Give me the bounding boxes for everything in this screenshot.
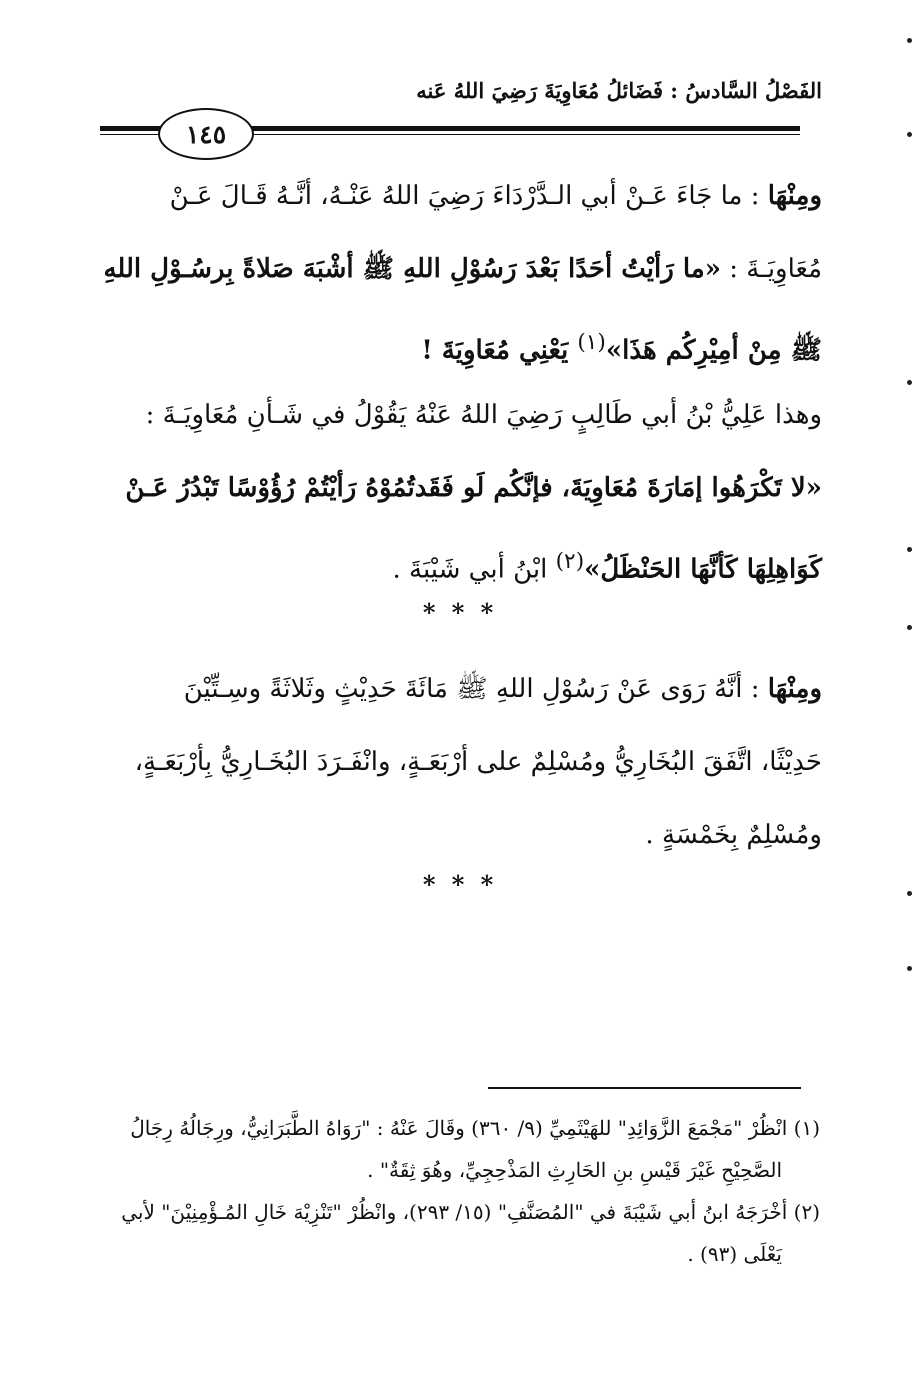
chapter-header: الفَصْلُ السَّادسُ : فَضَائلُ مُعَاوِيَةَ رَضِيَ اللهُ عَنه bbox=[416, 78, 822, 103]
footnote-line: (٢) أخْرَجَهُ ابنُ أبي شَيْبَةَ في "المُصَنَّفِ" (١٥/ ٢٩٣)، وانْظُرْ "تَنْزِيْهَ خَالِ المُـؤْمِنِيْنَ" لأبي bbox=[121, 1200, 820, 1224]
paragraph-ali-quote bbox=[102, 379, 822, 607]
footnote-rule bbox=[488, 1087, 801, 1089]
footnote-2 bbox=[100, 1191, 820, 1275]
paragraph-line: حَدِيْثًا، اتَّفَقَ البُخَارِيُّ ومُسْلِمٌ على أرْبَعَـةٍ، وانْفَـرَدَ البُخَـارِيُّ بِأرْبَعَـةٍ، bbox=[134, 747, 822, 777]
hadith-quote: «لا تَكْرَهُوا إمَارَةَ مُعَاوِيَةَ، فإنَّكُم لَو فَقَدتُمُوْهُ رَأيْتُمْ رُؤُوْسًا تَبْدُرُ عَـنْ bbox=[125, 473, 822, 503]
text-span: ابْنُ أبي شَيْبَةَ . bbox=[392, 554, 556, 585]
margin-mark bbox=[907, 966, 912, 971]
hadith-quote: «ما رَأيْتُ أحَدًا بَعْدَ رَسُوْلِ اللهِ ﷺ أشْبَهَ صَلاةً بِرسُـوْلِ اللهِ bbox=[103, 254, 721, 284]
text-span: مُعَاوِيَـةَ : bbox=[720, 254, 822, 284]
margin-mark bbox=[907, 891, 912, 896]
lead-word: ومِنْهَا bbox=[767, 181, 822, 211]
paragraph-line bbox=[102, 233, 822, 306]
paragraph-hadith-count bbox=[102, 653, 822, 872]
paragraph-line: وهذا عَلِيُّ بْنُ أبي طَالِبٍ رَضِيَ اللهُ عَنْهُ يَقُوْلُ في شَـأنِ مُعَاوِيَـةَ : bbox=[145, 400, 822, 430]
paragraph-muawiya-prayer bbox=[102, 160, 822, 388]
text-span: يَعْنِي مُعَاوِيَةَ ! bbox=[421, 335, 578, 366]
paragraph-line bbox=[102, 160, 822, 233]
paragraph-line bbox=[102, 306, 822, 388]
margin-mark bbox=[907, 132, 912, 137]
footnote-ref: (٢) bbox=[555, 549, 585, 574]
margin-mark bbox=[907, 380, 912, 385]
footnote-line: يَعْلَى (٩٣) . bbox=[687, 1242, 782, 1266]
footnote-1 bbox=[100, 1107, 820, 1191]
footnote-ref: (١) bbox=[577, 330, 606, 355]
hadith-quote: كَوَاهِلِهَا كَأنَّهَا الحَنْظَلُ» bbox=[584, 554, 822, 585]
section-separator: * * * bbox=[422, 870, 498, 899]
footnote-line: (١) انْظُرْ "مَجْمَعَ الزَّوَائِدِ" للهَيْثَمِيِّ (٩/ ٣٦٠) وقَالَ عَنْهُ : "رَوَاهُ الطَّبَرَانِيُّ، ورِجَالُهُ رِجَالُ bbox=[130, 1116, 820, 1140]
text-span: : أنَّهُ رَوَى عَنْ رَسُوْلِ اللهِ ﷺ مَائَةَ حَدِيْثٍ وثَلاثَةً وسِـتِّيْنَ bbox=[183, 674, 768, 704]
hadith-quote: ﷺ مِنْ أمِيْرِكُم هَذَا» bbox=[605, 335, 822, 366]
lead-word: ومِنْهَا bbox=[767, 674, 822, 704]
margin-mark bbox=[907, 547, 912, 552]
margin-mark bbox=[907, 625, 912, 630]
footnote-line: الصَّحِيْحِ غَيْرَ قَيْسِ بنِ الحَارِثِ المَذْحِجِيِّ، وهُوَ ثِقَةٌ" . bbox=[367, 1158, 782, 1182]
margin-mark bbox=[907, 38, 912, 43]
paragraph-line bbox=[102, 525, 822, 607]
section-separator: * * * bbox=[422, 598, 498, 627]
paragraph-line: ومُسْلِمٌ بِخَمْسَةٍ . bbox=[645, 820, 822, 850]
text-span: : ما جَاءَ عَـنْ أبي الـدَّرْدَاءَ رَضِيَ اللهُ عَنْـهُ، أنَّـهُ قَـالَ عَـنْ bbox=[169, 181, 768, 211]
page-number: ١٤٥ bbox=[158, 108, 254, 160]
paragraph-line bbox=[102, 653, 822, 726]
